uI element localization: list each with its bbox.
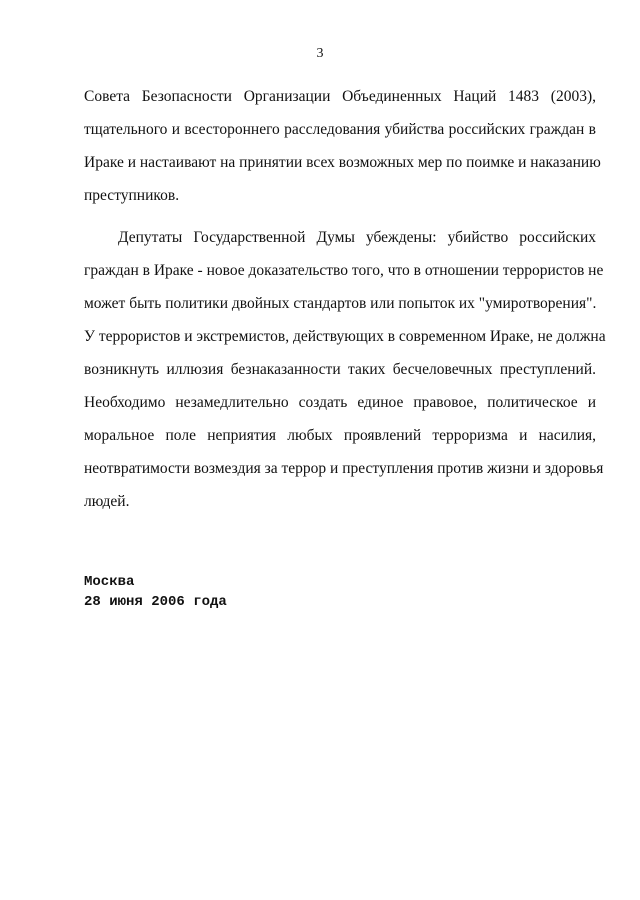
paragraph-deputies-statement bbox=[84, 221, 606, 518]
text-line: моральное поле неприятия любых проявлений терроризма и насилия, bbox=[84, 427, 596, 444]
text-line: Депутаты Государственной Думы убеждены: убийство российских bbox=[118, 229, 596, 246]
text-line: Совета Безопасности Организации Объединенных Наций 1483 (2003), bbox=[84, 88, 596, 105]
signature-date: 28 июня 2006 года bbox=[84, 594, 227, 610]
signature-block bbox=[84, 572, 227, 612]
text-line: граждан в Ираке - новое доказательство того, что в отношении террористов не bbox=[84, 262, 604, 279]
paragraph-continuation bbox=[84, 80, 601, 212]
page-number: 3 bbox=[316, 46, 324, 61]
text-line: преступников. bbox=[84, 187, 180, 204]
text-line: неотвратимости возмездия за террор и преступления против жизни и здоровья bbox=[84, 460, 604, 477]
text-line: возникнуть иллюзия безнаказанности таких бесчеловечных преступлений. bbox=[84, 361, 596, 378]
text-line: Необходимо незамедлительно создать единое правовое, политическое и bbox=[84, 394, 596, 411]
signature-city: Москва bbox=[84, 574, 135, 590]
text-line: тщательного и всестороннего расследования убийства российских граждан в bbox=[84, 121, 596, 138]
text-line: У террористов и экстремистов, действующих в современном Ираке, не должна bbox=[84, 328, 606, 345]
text-line: может быть политики двойных стандартов или попыток их "умиротворения". bbox=[84, 295, 597, 312]
text-line: людей. bbox=[84, 493, 130, 510]
text-line: Ираке и настаивают на принятии всех возможных мер по поимке и наказанию bbox=[84, 154, 601, 171]
